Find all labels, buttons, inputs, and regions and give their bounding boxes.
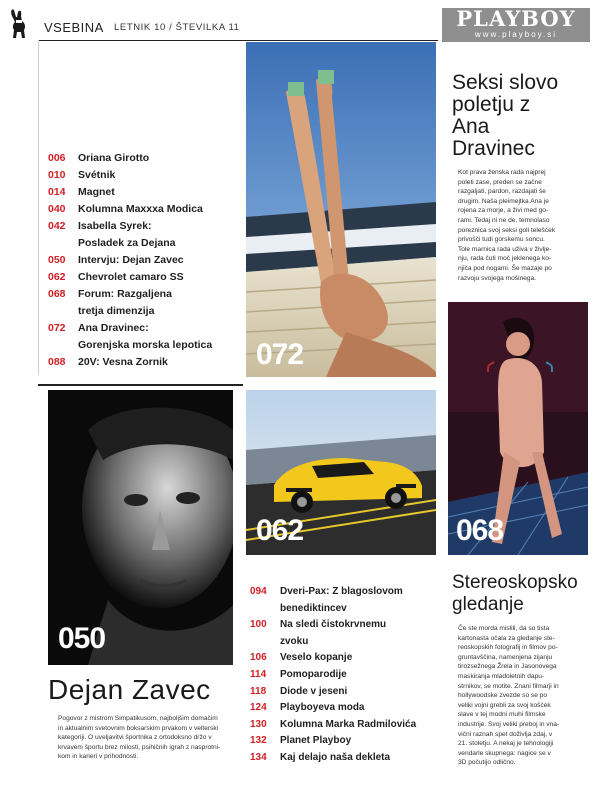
toc-title: Oriana Girotto (78, 152, 150, 164)
toc-item[interactable] (48, 269, 238, 286)
toc-title: Planet Playboy (280, 735, 352, 747)
photo-dejan-zavec[interactable] (48, 390, 233, 665)
photo-page-number: 068 (456, 514, 504, 547)
photo-chevrolet-camaro[interactable] (246, 390, 436, 555)
page-number: 134 (250, 751, 267, 763)
toc-title: Playboyeva moda (280, 702, 365, 714)
toc-title: Veselo kopanje (280, 652, 353, 664)
toc-title-continued: benediktincev (280, 602, 347, 614)
article-ana-dravinec (452, 72, 592, 160)
photo-stereoscopic[interactable] (448, 302, 588, 555)
photo-page-number: 050 (58, 622, 106, 655)
page-number: 042 (48, 220, 66, 232)
page-number: 050 (48, 254, 66, 266)
page-number: 094 (250, 586, 267, 597)
toc-item[interactable] (48, 167, 238, 184)
toc-title: Isabella Syrek: (78, 220, 152, 232)
toc-title: Ana Dravinec: (78, 322, 149, 334)
toc-title: Forum: Razgaljena (78, 288, 172, 300)
page-number: 088 (48, 356, 66, 368)
article-title: Dejan Zavec (48, 674, 211, 705)
article-body: Kot prava ženska rada najprej poleti zase, preden se začne razgaljati, pardon, razdajati še drugim. Naša pleimejtka Ana je rojena za morje, a živi med go- rami. Tedaj ni ne de, temnolaso poreznica svoj seksi goli telešček privošči tudi gorskemu soncu. Tole marnica rada uživa v življe- nju, rada čuti moč jeklenega ko- njiča pod nogami. Še mazaje po razvoju svojega mošinega. (458, 169, 556, 282)
photo-page-number: 062 (256, 514, 304, 547)
issue-label: LETNIK 10 / ŠTEVILKA 11 (114, 22, 240, 33)
page-number: 130 (250, 718, 267, 730)
toc-item[interactable] (48, 150, 238, 167)
page-number: 006 (48, 152, 66, 164)
toc-item[interactable] (250, 617, 445, 634)
page-number: 010 (48, 169, 66, 181)
column-rule (38, 40, 39, 375)
toc-item[interactable] (250, 684, 445, 701)
photo-ana-dravinec[interactable] (246, 42, 436, 377)
toc-title-continued: Posladek za Dejana (78, 237, 176, 249)
toc-title-continued: zvoku (280, 635, 309, 647)
toc-title: Kaj delajo naša dekleta (280, 751, 391, 763)
toc-item[interactable] (250, 667, 445, 684)
page-number: 068 (48, 288, 66, 300)
toc-title: Na sledi čistokrvnemu (280, 619, 387, 631)
toc-list-middle (250, 584, 445, 767)
toc-title: Kolumna Marka Radmilovića (280, 718, 417, 730)
toc-item[interactable] (48, 286, 238, 303)
yacht-scene-image (246, 42, 436, 377)
page-number: 132 (250, 735, 267, 747)
toc-item[interactable] (250, 750, 445, 767)
toc-item[interactable] (48, 201, 238, 218)
toc-title: Pomoparodije (280, 668, 347, 680)
toc-item[interactable] (250, 700, 445, 717)
toc-item[interactable] (48, 218, 238, 235)
page-number: 072 (48, 322, 66, 334)
toc-title-continued: tretja dimenzija (78, 305, 155, 317)
page-number: 014 (48, 186, 66, 198)
page-number: 118 (250, 685, 267, 697)
page-number: 100 (250, 619, 267, 631)
article-title: Seksi slovo poletju z Ana Dravinec (452, 71, 559, 160)
toc-item[interactable] (250, 584, 445, 601)
page-number: 114 (250, 668, 267, 680)
toc-title: Chevrolet camaro SS (78, 271, 184, 283)
toc-item[interactable] (250, 733, 445, 750)
article-body: Pogovor z mistrom Simpatikusom, najboljšim domačim in aktualnim svetovnim boksarskim prvakom v velterski kategoriji. O uveljavitvi športnika z ortodoksno držo v krvavem športu brez milosti, psihičnih igrah z nasprotni- kom in karieri v prihodnosti. (58, 715, 221, 761)
photo-page-number: 072 (256, 338, 304, 371)
toc-item[interactable] (48, 320, 238, 337)
toc-title: Dveri-Pax: Z blagoslovom (280, 586, 403, 597)
toc-bottom-rule (38, 384, 243, 386)
toc-title: 20V: Vesna Zornik (78, 356, 168, 368)
toc-title: Diode v jeseni (280, 685, 348, 697)
playboy-bunny-icon (8, 8, 30, 40)
toc-item[interactable] (48, 184, 238, 201)
toc-title-continued: Gorenjska morska lepotica (78, 339, 213, 351)
toc-item[interactable] (48, 252, 238, 269)
toc-title: Svétnik (78, 169, 116, 181)
toc-title: Intervju: Dejan Zavec (78, 254, 184, 266)
page-number: 124 (250, 702, 267, 714)
logo-url: www.playboy.si (474, 30, 558, 39)
toc-title: Magnet (78, 186, 115, 198)
page-number: 062 (48, 271, 66, 283)
toc-title: Kolumna Maxxxa Modica (78, 203, 203, 215)
toc-item[interactable] (250, 650, 445, 667)
article-title: Stereoskopsko gledanje (452, 572, 578, 615)
toc-list-left (48, 150, 238, 371)
section-title: VSEBINA (44, 20, 104, 35)
logo-title: PLAYBOY (456, 6, 576, 31)
toc-item[interactable] (250, 717, 445, 734)
page-number: 040 (48, 203, 66, 215)
article-body: Če ste morda mislili, da so tista kartonasta očala za gledanje ste- reoskopskih fotografij in filmov po- gruntavščina, namenjena zijanju tirozsežnega Žrela in Jasonovega maskiranja mladoletnih dapu- strnikov, se motite. Znani filmarji in hollywoodske zvezde so se po veliki vojni grebli za svoj košček slave v tej modni muhi filmske industrije. Svoj veliki preboj in vna- vični raznah spet doživlja zdaj, v 21. stoletju. A nekaj je tehnologiji vendarle skupnega: nagice se v 3D počutijo odlično. (458, 625, 560, 767)
toc-item[interactable] (48, 354, 238, 371)
header-rule (38, 40, 438, 41)
page-number: 106 (250, 652, 267, 664)
